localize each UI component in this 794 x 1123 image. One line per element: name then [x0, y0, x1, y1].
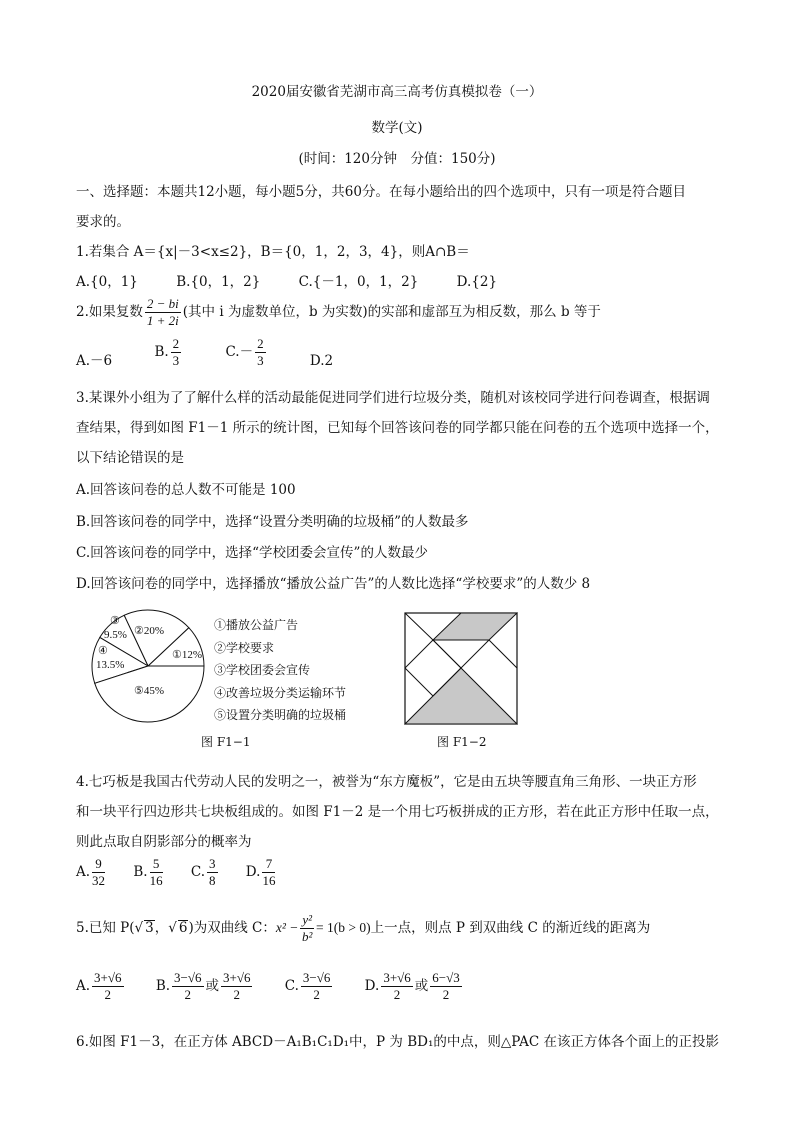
- figure1-caption: 图 F1−1: [201, 735, 251, 749]
- tangram-figure: [404, 612, 518, 725]
- section-heading-line1: 一、选择题：本题共12小题，每小题5分，共60分。在每小题给出的四个选项中，只有一项是符合题目: [76, 184, 686, 200]
- legend-item-4: ④改善垃圾分类运输环节: [214, 685, 347, 700]
- q5-option-b-fraction1: [172, 970, 203, 1003]
- q3-option-a: A.回答该问卷的总人数不可能是 100: [76, 482, 296, 498]
- q5-sqrt-symbol-1: √: [134, 920, 144, 936]
- q5-equation-fraction: [300, 912, 314, 945]
- q3-line3: 以下结论错误的是: [76, 450, 184, 466]
- pie-pct-4: 13.5%: [96, 659, 125, 671]
- q5-option-b: [156, 970, 255, 1003]
- q2-option-c: [225, 336, 267, 369]
- q4-option-d-num: 7: [262, 856, 275, 873]
- q2-option-c-label: C.－: [225, 344, 254, 360]
- q5-option-b-den1: 2: [184, 987, 192, 1002]
- q5-option-b-den2: 2: [233, 987, 240, 1002]
- q4-option-c-num: 3: [209, 856, 216, 871]
- q5-option-c-fraction: [301, 970, 332, 1003]
- pie-label-2: ②20%: [134, 625, 165, 637]
- q4-option-c-fraction: [207, 856, 218, 889]
- q5-equation-right: = 1(b > 0): [316, 920, 371, 935]
- q5-mid: )为双曲线 C：: [188, 920, 276, 936]
- q5-option-d-num2: 6−√3: [432, 970, 460, 985]
- q2-option-b: [154, 336, 183, 369]
- q4-option-b-label: B.: [133, 864, 148, 880]
- q2-option-c-fraction: [255, 336, 266, 369]
- q5-sqrt3: 3: [145, 920, 154, 936]
- legend-item-2: ②学校要求: [214, 640, 275, 655]
- q2-fraction-den: 1 + 2i: [146, 313, 179, 328]
- q4-option-d-den: 16: [262, 873, 276, 888]
- q4-option-d-fraction: [262, 856, 275, 889]
- q2-option-c-num: 2: [257, 336, 264, 351]
- q2-option-b-fraction: [171, 336, 182, 369]
- q5-option-d-den1: 2: [393, 987, 401, 1002]
- q4-option-c-label: C.: [190, 864, 205, 880]
- q2-suffix: (其中 i 为虚数单位，b 为实数)的实部和虚部互为相反数，那么 b 等于: [182, 304, 601, 320]
- pie-pct-3: 9.5%: [104, 629, 127, 641]
- q5-option-d: [365, 970, 464, 1003]
- pie-label-3: ③: [110, 615, 120, 627]
- q4-option-b-fraction: [150, 856, 163, 889]
- q4-option-a-label: A.: [76, 864, 91, 880]
- q4-line2: 和一块平行四边形共七块板组成的。如图 F1－2 是一个用七巧板拼成的正方形，若在此正方形中任取一点，: [76, 804, 719, 820]
- q1-option-b: B.{0，1，2}: [176, 274, 261, 290]
- q5-option-d-num1: 3+√6: [383, 970, 411, 985]
- q5-equation-num: y²: [302, 912, 313, 927]
- q3-line1: 3.某课外小组为了了解什么样的活动最能促进同学们进行垃圾分类，随机对该校同学进行问卷调查，根据调: [76, 390, 710, 406]
- q2-option-a: A.－6: [76, 353, 113, 369]
- q5-option-d-fraction2: [430, 970, 461, 1003]
- legend-item-1: ①播放公益广告: [214, 618, 299, 632]
- q5-option-a-num: 3+√6: [94, 970, 122, 985]
- q5-option-a: [76, 970, 126, 1003]
- pie-label-1: ①12%: [172, 649, 203, 661]
- q4-option-b: [133, 856, 164, 889]
- q2-option-b-num: 2: [172, 336, 180, 351]
- q2-options: [76, 336, 363, 369]
- q5-option-c: [285, 970, 335, 1003]
- q3-option-c: C.回答该问卷的同学中，选择“学校团委会宣传”的人数最少: [76, 545, 428, 561]
- q4-options: [76, 856, 307, 889]
- exam-subject: 数学(文): [371, 120, 423, 136]
- q5-option-b-num1: 3−√6: [174, 970, 202, 985]
- q4-option-b-den: 16: [149, 873, 163, 888]
- q1-option-c: C.{－1，0，1，2}: [298, 274, 419, 290]
- figure2-caption: 图 F1−2: [437, 735, 487, 749]
- q5-suffix: 上一点，则点 P 到双曲线 C 的渐近线的距离为: [370, 920, 651, 936]
- q5-option-a-label: A.: [76, 978, 91, 994]
- q5-option-d-fraction1: [381, 970, 412, 1003]
- q3-option-d: D.回答该问卷的同学中，选择播放“播放公益广告”的人数比选择“学校要求”的人数少 8: [76, 576, 591, 592]
- q5-option-d-den2: 2: [442, 987, 450, 1002]
- q2-fraction-num: 2 − bi: [146, 296, 179, 311]
- q2-option-c-den: 3: [257, 353, 264, 368]
- q3-line2: 查结果，得到如图 F1－1 所示的统计图，已知每个回答该问卷的同学都只能在问卷的五个选项中选择一个，: [76, 420, 719, 436]
- q5-option-a-den: 2: [104, 987, 112, 1002]
- q4-option-a: [76, 856, 107, 889]
- q1-option-d: D.{2}: [456, 274, 498, 290]
- pie-label-5: ⑤45%: [134, 685, 165, 697]
- q2-option-b-den: 3: [172, 353, 180, 368]
- q4-option-a-num: 9: [92, 856, 105, 873]
- exam-title: 2020届安徽省芜湖市高三高考仿真模拟卷（一）: [251, 84, 543, 100]
- pie-chart: [88, 606, 208, 726]
- q5-option-b-or: 或: [205, 978, 219, 994]
- q5-option-b-num2: 3+√6: [223, 970, 251, 985]
- q5-equation-left: x² −: [275, 920, 299, 935]
- q4-option-d: [246, 856, 278, 889]
- section-heading-line2: 要求的。: [76, 214, 130, 230]
- q4-line3: 则此点取自阴影部分的概率为: [76, 834, 252, 850]
- q5-option-d-label: D.: [364, 978, 380, 994]
- q2-option-b-label: B.: [154, 344, 169, 360]
- q4-option-b-num: 5: [150, 856, 163, 873]
- q5-option-c-den: 2: [313, 987, 320, 1002]
- q5-sqrt6: 6: [178, 920, 188, 936]
- q5-stem: [76, 912, 650, 945]
- q5-option-d-or: 或: [414, 978, 429, 994]
- q5-options: [76, 970, 494, 1003]
- q5-option-a-fraction: [92, 970, 123, 1003]
- q2-prefix: 2.如果复数: [76, 304, 143, 320]
- q4-option-a-den: 32: [92, 873, 106, 888]
- q5-sqrt-symbol-2: √: [168, 920, 177, 936]
- q1-option-a: A.{0，1}: [76, 274, 138, 290]
- exam-time-score: (时间：120分钟 分值：150分): [298, 151, 496, 167]
- q1-stem: 1.若集合 A＝{x|－3<x≤2}，B＝{0，1，2，3，4}，则A∩B＝: [76, 244, 470, 260]
- q5-option-c-label: C.: [284, 978, 299, 994]
- q4-option-c-den: 8: [209, 873, 216, 888]
- q5-option-c-num: 3−√6: [302, 970, 331, 985]
- q4-option-c: [191, 856, 220, 889]
- q4-option-d-label: D.: [245, 864, 261, 880]
- q5-equation-den: b²: [301, 929, 313, 944]
- q6-stem: 6.如图 F1－3，在正方体 ABCD－A₁B₁C₁D₁中，P 为 BD₁的中点，则△PAC 在该正方体各个面上的正投影: [76, 1034, 719, 1050]
- q4-option-a-fraction: [92, 856, 105, 889]
- q5-option-b-fraction2: [221, 970, 252, 1003]
- legend-item-5: ⑤设置分类明确的垃圾桶: [214, 708, 347, 722]
- q5-prefix: 5.已知 P(: [76, 920, 135, 936]
- pie-label-4: ④: [98, 645, 108, 657]
- pie-legend: [214, 614, 346, 727]
- q4-line1: 4.七巧板是我国古代劳动人民的发明之一，被誉为“东方魔板”，它是由五块等腰直角三角形、一块正方形: [76, 774, 697, 790]
- q3-option-b: B.回答该问卷的同学中，选择“设置分类明确的垃圾桶”的人数最多: [76, 514, 469, 530]
- q5-option-b-label: B.: [155, 978, 171, 994]
- legend-item-3: ③学校团委会宣传: [214, 663, 311, 677]
- q2-stem: [76, 296, 601, 329]
- q5-comma: ，: [154, 920, 169, 936]
- q2-fraction: [145, 296, 181, 329]
- q2-option-d: D.2: [309, 353, 334, 369]
- q1-options: [76, 270, 527, 290]
